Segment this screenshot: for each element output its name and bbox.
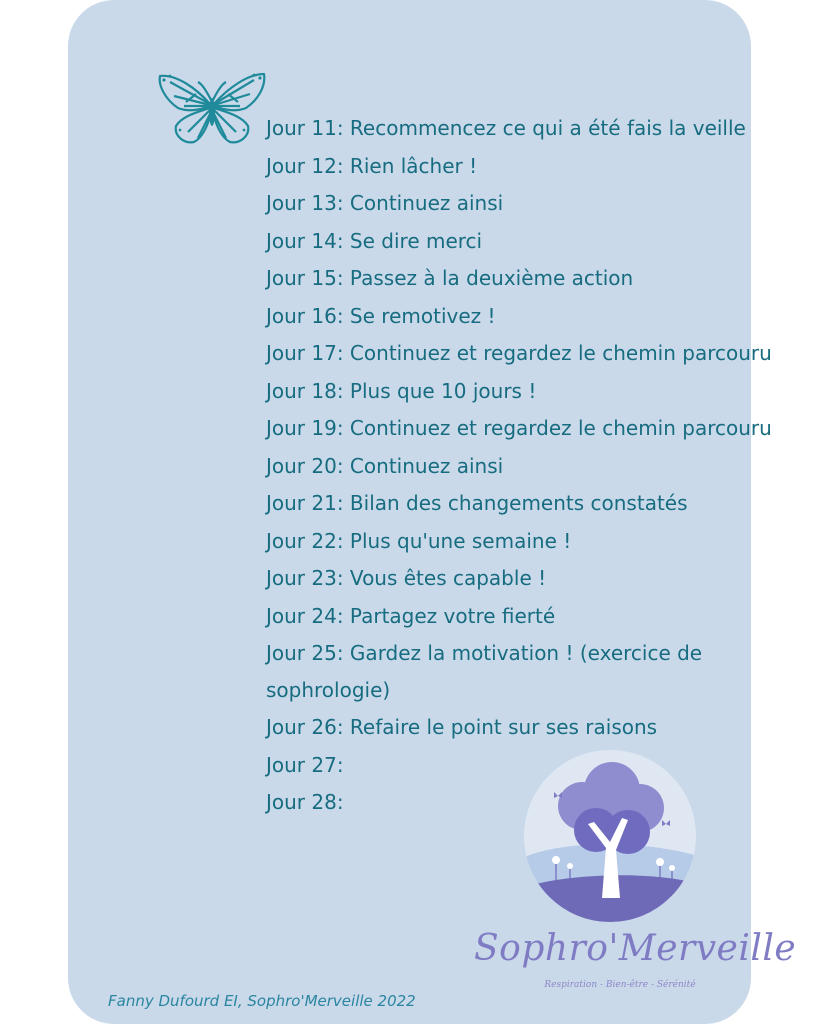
brand-tagline: Respiration - Bien-être - Sérénité (544, 980, 696, 990)
day-item: Jour 12: Rien lâcher ! (266, 153, 478, 178)
day-item: Jour 18: Plus que 10 jours ! (266, 378, 537, 403)
butterfly-icon (156, 70, 268, 150)
tree-logo-icon (522, 748, 698, 924)
credit-text: Fanny Dufourd EI, Sophro'Merveille 2022 (108, 992, 416, 1010)
day-item: Jour 14: Se dire merci (266, 228, 483, 253)
day-item: Jour 26: Refaire le point sur ses raisons (266, 715, 658, 739)
day-item: Jour 13: Continuez ainsi (266, 191, 504, 215)
brand-name: Sophro'Merveille (474, 928, 797, 969)
day-item: Jour 20: Continuez ainsi (266, 453, 504, 478)
day-item: Jour 28: (266, 790, 344, 814)
day-item: Jour 11: Recommencez ce qui a été fais la veille (266, 116, 746, 140)
day-item: Jour 16: Se remotivez ! (266, 303, 496, 328)
day-item: Jour 27: (266, 752, 344, 777)
day-item: Jour 24: Partagez votre fierté (266, 603, 556, 628)
day-list (266, 110, 819, 822)
day-item: Jour 25: Gardez la motivation ! (exercice de sophrologie) (266, 641, 703, 702)
day-item: Jour 23: Vous êtes capable ! (266, 566, 547, 590)
day-item: Jour 21: Bilan des changements constatés (266, 491, 688, 515)
day-item: Jour 22: Plus qu'une semaine ! (266, 528, 572, 553)
day-item: Jour 17: Continuez et regardez le chemin parcouru (266, 341, 772, 365)
day-item: Jour 19: Continuez et regardez le chemin parcouru (266, 416, 772, 440)
day-item: Jour 15: Passez à la deuxième action (266, 266, 634, 290)
